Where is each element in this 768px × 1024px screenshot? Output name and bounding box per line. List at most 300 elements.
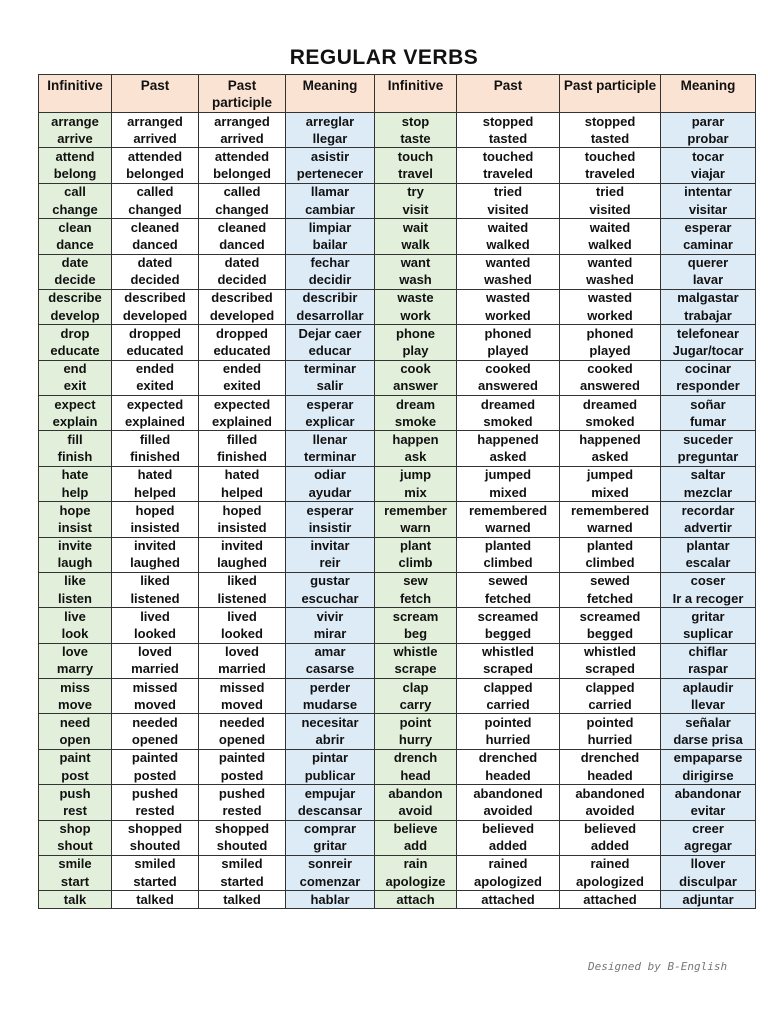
table-row	[39, 289, 756, 307]
past-cell: phoned	[457, 325, 560, 343]
meaning-cell: viajar	[661, 166, 756, 184]
meaning-cell: suplicar	[661, 625, 756, 643]
past-participle-cell: believed	[560, 820, 661, 838]
infinitive-cell: educate	[39, 342, 112, 360]
past-participle-cell: begged	[560, 625, 661, 643]
header-past-2: Past	[457, 75, 560, 113]
meaning-cell: fechar	[286, 254, 375, 272]
table-row	[39, 254, 756, 272]
meaning-cell: publicar	[286, 767, 375, 785]
table-row	[39, 590, 756, 608]
meaning-cell: saltar	[661, 466, 756, 484]
meaning-cell: agregar	[661, 838, 756, 856]
table-row	[39, 785, 756, 803]
meaning-cell: asistir	[286, 148, 375, 166]
past-participle-cell: developed	[199, 307, 286, 325]
meaning-cell: adjuntar	[661, 891, 756, 909]
table-row	[39, 838, 756, 856]
past-cell: whistled	[457, 643, 560, 661]
infinitive-cell: rest	[39, 802, 112, 820]
meaning-cell: cocinar	[661, 360, 756, 378]
past-participle-cell: listened	[199, 590, 286, 608]
meaning-cell: mezclar	[661, 484, 756, 502]
table-row	[39, 608, 756, 626]
past-cell: rested	[112, 802, 199, 820]
past-cell: mixed	[457, 484, 560, 502]
past-participle-cell: screamed	[560, 608, 661, 626]
meaning-cell: coser	[661, 572, 756, 590]
infinitive-cell: jump	[375, 466, 457, 484]
table-row	[39, 749, 756, 767]
past-cell: worked	[457, 307, 560, 325]
past-participle-cell: painted	[199, 749, 286, 767]
meaning-cell: llenar	[286, 431, 375, 449]
past-cell: abandoned	[457, 785, 560, 803]
meaning-cell: plantar	[661, 537, 756, 555]
infinitive-cell: hope	[39, 502, 112, 520]
past-cell: changed	[112, 201, 199, 219]
meaning-cell: comprar	[286, 820, 375, 838]
past-participle-cell: looked	[199, 625, 286, 643]
table-row	[39, 767, 756, 785]
past-participle-cell: stopped	[560, 113, 661, 131]
table-row	[39, 183, 756, 201]
infinitive-cell: dance	[39, 236, 112, 254]
past-cell: waited	[457, 219, 560, 237]
meaning-cell: abandonar	[661, 785, 756, 803]
past-cell: walked	[457, 236, 560, 254]
meaning-cell: sonreir	[286, 855, 375, 873]
past-cell: happened	[457, 431, 560, 449]
table-row	[39, 236, 756, 254]
past-participle-cell: belonged	[199, 166, 286, 184]
meaning-cell: perder	[286, 679, 375, 697]
past-participle-cell: dreamed	[560, 396, 661, 414]
infinitive-cell: like	[39, 572, 112, 590]
header-meaning-2: Meaning	[661, 75, 756, 113]
past-participle-cell: whistled	[560, 643, 661, 661]
infinitive-cell: arrive	[39, 130, 112, 148]
past-participle-cell: worked	[560, 307, 661, 325]
past-cell: screamed	[457, 608, 560, 626]
past-cell: wanted	[457, 254, 560, 272]
table-row	[39, 873, 756, 891]
past-cell: headed	[457, 767, 560, 785]
past-cell: jumped	[457, 466, 560, 484]
past-cell: dated	[112, 254, 199, 272]
past-participle-cell: washed	[560, 272, 661, 290]
infinitive-cell: travel	[375, 166, 457, 184]
infinitive-cell: hate	[39, 466, 112, 484]
past-cell: talked	[112, 891, 199, 909]
past-participle-cell: posted	[199, 767, 286, 785]
infinitive-cell: waste	[375, 289, 457, 307]
past-cell: rained	[457, 855, 560, 873]
past-cell: described	[112, 289, 199, 307]
regular-verbs-table	[38, 74, 756, 909]
meaning-cell: explicar	[286, 413, 375, 431]
meaning-cell: raspar	[661, 661, 756, 679]
past-participle-cell: helped	[199, 484, 286, 502]
past-participle-cell: scraped	[560, 661, 661, 679]
infinitive-cell: hurry	[375, 732, 457, 750]
past-cell: ended	[112, 360, 199, 378]
infinitive-cell: happen	[375, 431, 457, 449]
past-participle-cell: loved	[199, 643, 286, 661]
meaning-cell: llegar	[286, 130, 375, 148]
header-infinitive: Infinitive	[39, 75, 112, 113]
past-cell: belonged	[112, 166, 199, 184]
past-cell: wasted	[457, 289, 560, 307]
meaning-cell: educar	[286, 342, 375, 360]
past-cell: washed	[457, 272, 560, 290]
meaning-cell: dirigirse	[661, 767, 756, 785]
past-cell: asked	[457, 449, 560, 467]
past-cell: opened	[112, 732, 199, 750]
past-participle-cell: changed	[199, 201, 286, 219]
infinitive-cell: drench	[375, 749, 457, 767]
header-past: Past	[112, 75, 199, 113]
meaning-cell: creer	[661, 820, 756, 838]
infinitive-cell: expect	[39, 396, 112, 414]
infinitive-cell: wash	[375, 272, 457, 290]
header-meaning: Meaning	[286, 75, 375, 113]
infinitive-cell: remember	[375, 502, 457, 520]
infinitive-cell: help	[39, 484, 112, 502]
past-cell: dropped	[112, 325, 199, 343]
meaning-cell: preguntar	[661, 449, 756, 467]
past-participle-cell: headed	[560, 767, 661, 785]
past-cell: tasted	[457, 130, 560, 148]
past-cell: liked	[112, 572, 199, 590]
infinitive-cell: attend	[39, 148, 112, 166]
past-participle-cell: clapped	[560, 679, 661, 697]
meaning-cell: amar	[286, 643, 375, 661]
past-cell: added	[457, 838, 560, 856]
table-row	[39, 502, 756, 520]
meaning-cell: gustar	[286, 572, 375, 590]
infinitive-cell: carry	[375, 696, 457, 714]
past-participle-cell: visited	[560, 201, 661, 219]
meaning-cell: bailar	[286, 236, 375, 254]
past-cell: hated	[112, 466, 199, 484]
past-cell: believed	[457, 820, 560, 838]
table-row	[39, 714, 756, 732]
table-row	[39, 360, 756, 378]
table-row	[39, 396, 756, 414]
past-cell: begged	[457, 625, 560, 643]
past-participle-cell: lived	[199, 608, 286, 626]
infinitive-cell: post	[39, 767, 112, 785]
infinitive-cell: apologize	[375, 873, 457, 891]
meaning-cell: describir	[286, 289, 375, 307]
infinitive-cell: open	[39, 732, 112, 750]
infinitive-cell: insist	[39, 519, 112, 537]
infinitive-cell: clean	[39, 219, 112, 237]
meaning-cell: aplaudir	[661, 679, 756, 697]
infinitive-cell: play	[375, 342, 457, 360]
table-row	[39, 449, 756, 467]
table-row	[39, 219, 756, 237]
meaning-cell: llevar	[661, 696, 756, 714]
infinitive-cell: look	[39, 625, 112, 643]
meaning-cell: darse prisa	[661, 732, 756, 750]
past-participle-cell: filled	[199, 431, 286, 449]
past-cell: laughed	[112, 555, 199, 573]
past-cell: filled	[112, 431, 199, 449]
meaning-cell: ayudar	[286, 484, 375, 502]
infinitive-cell: stop	[375, 113, 457, 131]
infinitive-cell: marry	[39, 661, 112, 679]
past-cell: missed	[112, 679, 199, 697]
infinitive-cell: live	[39, 608, 112, 626]
past-cell: cleaned	[112, 219, 199, 237]
past-participle-cell: planted	[560, 537, 661, 555]
table-row	[39, 378, 756, 396]
past-cell: needed	[112, 714, 199, 732]
past-participle-cell: decided	[199, 272, 286, 290]
past-participle-cell: invited	[199, 537, 286, 555]
past-cell: insisted	[112, 519, 199, 537]
past-participle-cell: needed	[199, 714, 286, 732]
meaning-cell: esperar	[286, 396, 375, 414]
meaning-cell: Ir a recoger	[661, 590, 756, 608]
infinitive-cell: invite	[39, 537, 112, 555]
infinitive-cell: want	[375, 254, 457, 272]
meaning-cell: trabajar	[661, 307, 756, 325]
infinitive-cell: attach	[375, 891, 457, 909]
meaning-cell: mirar	[286, 625, 375, 643]
meaning-cell: gritar	[661, 608, 756, 626]
meaning-cell: probar	[661, 130, 756, 148]
past-cell: apologized	[457, 873, 560, 891]
infinitive-cell: change	[39, 201, 112, 219]
table-row	[39, 625, 756, 643]
meaning-cell: comenzar	[286, 873, 375, 891]
table-row	[39, 820, 756, 838]
meaning-cell: salir	[286, 378, 375, 396]
table-row	[39, 342, 756, 360]
past-cell: looked	[112, 625, 199, 643]
past-participle-cell: shopped	[199, 820, 286, 838]
header-past-participle-2: Past participle	[560, 75, 661, 113]
meaning-cell: reir	[286, 555, 375, 573]
past-cell: invited	[112, 537, 199, 555]
past-cell: played	[457, 342, 560, 360]
infinitive-cell: taste	[375, 130, 457, 148]
past-participle-cell: talked	[199, 891, 286, 909]
meaning-cell: hablar	[286, 891, 375, 909]
past-participle-cell: attached	[560, 891, 661, 909]
infinitive-cell: try	[375, 183, 457, 201]
table-row	[39, 572, 756, 590]
past-participle-cell: rested	[199, 802, 286, 820]
past-participle-cell: waited	[560, 219, 661, 237]
designer-credit: Designed by B-English	[588, 960, 728, 973]
past-participle-cell: dropped	[199, 325, 286, 343]
meaning-cell: gritar	[286, 838, 375, 856]
table-row	[39, 166, 756, 184]
meaning-cell: caminar	[661, 236, 756, 254]
past-cell: attended	[112, 148, 199, 166]
infinitive-cell: scream	[375, 608, 457, 626]
past-cell: shouted	[112, 838, 199, 856]
past-cell: married	[112, 661, 199, 679]
table-header-row	[39, 75, 756, 113]
past-participle-cell: cleaned	[199, 219, 286, 237]
meaning-cell: evitar	[661, 802, 756, 820]
past-cell: clapped	[457, 679, 560, 697]
past-participle-cell: traveled	[560, 166, 661, 184]
infinitive-cell: talk	[39, 891, 112, 909]
past-participle-cell: shouted	[199, 838, 286, 856]
meaning-cell: escuchar	[286, 590, 375, 608]
past-participle-cell: sewed	[560, 572, 661, 590]
past-participle-cell: called	[199, 183, 286, 201]
infinitive-cell: develop	[39, 307, 112, 325]
infinitive-cell: belong	[39, 166, 112, 184]
past-cell: touched	[457, 148, 560, 166]
past-cell: started	[112, 873, 199, 891]
meaning-cell: telefonear	[661, 325, 756, 343]
meaning-cell: abrir	[286, 732, 375, 750]
past-participle-cell: finished	[199, 449, 286, 467]
past-participle-cell: started	[199, 873, 286, 891]
table-row	[39, 113, 756, 131]
meaning-cell: descansar	[286, 802, 375, 820]
past-participle-cell: touched	[560, 148, 661, 166]
past-cell: attached	[457, 891, 560, 909]
past-cell: smoked	[457, 413, 560, 431]
meaning-cell: visitar	[661, 201, 756, 219]
infinitive-cell: mix	[375, 484, 457, 502]
table-row	[39, 431, 756, 449]
past-cell: explained	[112, 413, 199, 431]
infinitive-cell: fetch	[375, 590, 457, 608]
meaning-cell: recordar	[661, 502, 756, 520]
past-participle-cell: arrived	[199, 130, 286, 148]
past-cell: warned	[457, 519, 560, 537]
past-participle-cell: phoned	[560, 325, 661, 343]
past-participle-cell: mixed	[560, 484, 661, 502]
past-participle-cell: hated	[199, 466, 286, 484]
past-participle-cell: added	[560, 838, 661, 856]
infinitive-cell: wait	[375, 219, 457, 237]
table-row	[39, 484, 756, 502]
infinitive-cell: head	[375, 767, 457, 785]
infinitive-cell: walk	[375, 236, 457, 254]
infinitive-cell: sew	[375, 572, 457, 590]
past-participle-cell: avoided	[560, 802, 661, 820]
past-participle-cell: answered	[560, 378, 661, 396]
infinitive-cell: warn	[375, 519, 457, 537]
table-row	[39, 272, 756, 290]
meaning-cell: casarse	[286, 661, 375, 679]
past-cell: finished	[112, 449, 199, 467]
meaning-cell: necesitar	[286, 714, 375, 732]
past-cell: cooked	[457, 360, 560, 378]
past-participle-cell: missed	[199, 679, 286, 697]
past-cell: arrived	[112, 130, 199, 148]
past-participle-cell: opened	[199, 732, 286, 750]
table-row	[39, 519, 756, 537]
past-participle-cell: ended	[199, 360, 286, 378]
past-participle-cell: rained	[560, 855, 661, 873]
meaning-cell: odiar	[286, 466, 375, 484]
table-row	[39, 555, 756, 573]
past-participle-cell: tried	[560, 183, 661, 201]
past-participle-cell: hoped	[199, 502, 286, 520]
past-cell: planted	[457, 537, 560, 555]
infinitive-cell: clap	[375, 679, 457, 697]
infinitive-cell: miss	[39, 679, 112, 697]
meaning-cell: lavar	[661, 272, 756, 290]
past-cell: loved	[112, 643, 199, 661]
infinitive-cell: scrape	[375, 661, 457, 679]
infinitive-cell: fill	[39, 431, 112, 449]
past-participle-cell: smiled	[199, 855, 286, 873]
meaning-cell: malgastar	[661, 289, 756, 307]
table-row	[39, 732, 756, 750]
meaning-cell: tocar	[661, 148, 756, 166]
infinitive-cell: point	[375, 714, 457, 732]
infinitive-cell: abandon	[375, 785, 457, 803]
meaning-cell: vivir	[286, 608, 375, 626]
infinitive-cell: climb	[375, 555, 457, 573]
past-participle-cell: moved	[199, 696, 286, 714]
past-participle-cell: climbed	[560, 555, 661, 573]
past-cell: shopped	[112, 820, 199, 838]
meaning-cell: disculpar	[661, 873, 756, 891]
meaning-cell: decidir	[286, 272, 375, 290]
header-infinitive-2: Infinitive	[375, 75, 457, 113]
meaning-cell: empaparse	[661, 749, 756, 767]
meaning-cell: limpiar	[286, 219, 375, 237]
meaning-cell: pintar	[286, 749, 375, 767]
past-cell: danced	[112, 236, 199, 254]
past-participle-cell: hurried	[560, 732, 661, 750]
meaning-cell: mudarse	[286, 696, 375, 714]
infinitive-cell: cook	[375, 360, 457, 378]
meaning-cell: querer	[661, 254, 756, 272]
meaning-cell: arreglar	[286, 113, 375, 131]
infinitive-cell: plant	[375, 537, 457, 555]
infinitive-cell: call	[39, 183, 112, 201]
past-cell: tried	[457, 183, 560, 201]
table-row	[39, 643, 756, 661]
infinitive-cell: believe	[375, 820, 457, 838]
meaning-cell: advertir	[661, 519, 756, 537]
past-participle-cell: attended	[199, 148, 286, 166]
past-cell: expected	[112, 396, 199, 414]
meaning-cell: cambiar	[286, 201, 375, 219]
past-cell: climbed	[457, 555, 560, 573]
past-cell: pointed	[457, 714, 560, 732]
past-participle-cell: fetched	[560, 590, 661, 608]
past-cell: stopped	[457, 113, 560, 131]
table-row	[39, 537, 756, 555]
past-participle-cell: smoked	[560, 413, 661, 431]
table-row	[39, 802, 756, 820]
infinitive-cell: whistle	[375, 643, 457, 661]
header-past-participle: Past participle	[199, 75, 286, 113]
infinitive-cell: finish	[39, 449, 112, 467]
past-cell: painted	[112, 749, 199, 767]
infinitive-cell: paint	[39, 749, 112, 767]
infinitive-cell: need	[39, 714, 112, 732]
past-cell: visited	[457, 201, 560, 219]
infinitive-cell: dream	[375, 396, 457, 414]
